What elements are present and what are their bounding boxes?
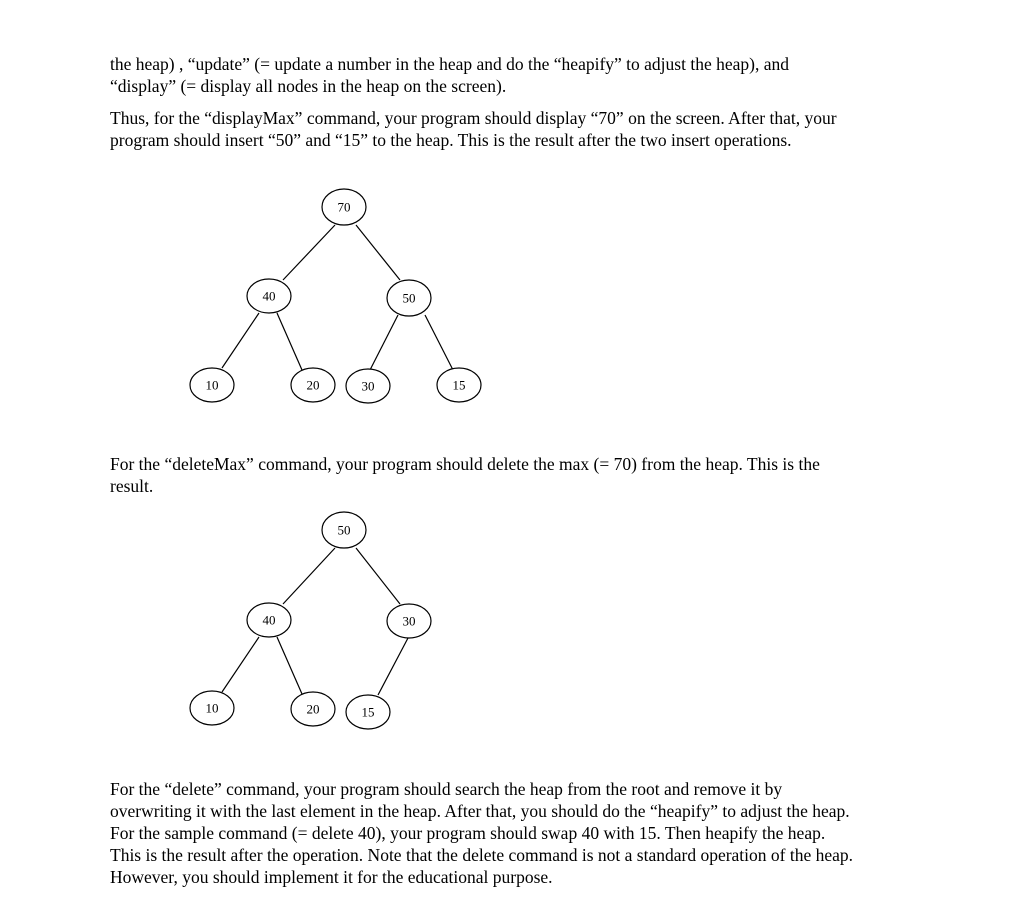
edge (277, 637, 302, 694)
heap-tree-after-insert (0, 185, 1024, 410)
edge (425, 315, 453, 370)
node-value: 30 (361, 378, 375, 394)
text-line: result. (110, 476, 154, 496)
heap-node-left-left (190, 368, 234, 402)
heap-tree-after-deletemax (0, 510, 1024, 735)
heap-node-left-right (291, 368, 335, 402)
node-value: 15 (361, 704, 375, 720)
text-line: However, you should implement it for the educational purpose. (110, 867, 553, 887)
edge (222, 313, 259, 368)
node-value: 20 (306, 377, 320, 393)
node-value: 20 (306, 701, 320, 717)
node-value: 50 (337, 522, 351, 538)
node-value: 50 (402, 290, 416, 306)
paragraph-deletemax (110, 453, 820, 497)
edge (356, 225, 400, 280)
paragraph-delete (110, 778, 853, 888)
text-line: For the “delete” command, your program should search the heap from the root and remove it by (110, 779, 783, 799)
text-line: program should insert “50” and “15” to the heap. This is the result after the two insert operations. (110, 130, 792, 150)
text-line: “display” (= display all nodes in the heap on the screen). (110, 76, 507, 96)
node-value: 10 (205, 377, 219, 393)
text-line: the heap) , “update” (= update a number in the heap and do the “heapify” to adjust the heap), and (110, 54, 789, 74)
paragraph-displaymax (110, 107, 837, 151)
node-value: 15 (452, 377, 466, 393)
heap-node-root (322, 512, 366, 548)
node-value: 30 (402, 613, 416, 629)
edge (277, 313, 302, 370)
edge (378, 638, 408, 695)
edge (283, 225, 335, 280)
node-value: 10 (205, 700, 219, 716)
edge (222, 637, 259, 692)
heap-node-left-right (291, 692, 335, 726)
paragraph-commands-continued (110, 53, 789, 97)
text-line: overwriting it with the last element in the heap. After that, you should do the “heapify” to adjust the heap. (110, 801, 850, 821)
text-line: For the “deleteMax” command, your program should delete the max (= 70) from the heap. This is the (110, 454, 820, 474)
heap-node-right-left (346, 695, 390, 729)
node-value: 40 (262, 612, 276, 628)
heap-node-right (387, 604, 431, 638)
edge (356, 548, 400, 604)
text-line: This is the result after the operation. Note that the delete command is not a standard operation of the heap. (110, 845, 854, 865)
edge (370, 315, 398, 370)
heap-node-left (247, 279, 291, 313)
text-line: For the sample command (= delete 40), your program should swap 40 with 15. Then heapify the heap. (110, 823, 826, 843)
heap-node-left-left (190, 691, 234, 725)
heap-node-root (322, 189, 366, 225)
text-line: Thus, for the “displayMax” command, your program should display “70” on the screen. After that, your (110, 108, 837, 128)
heap-node-left (247, 603, 291, 637)
heap-node-right-left (346, 369, 390, 403)
heap-node-right-right (437, 368, 481, 402)
heap-node-right (387, 280, 431, 316)
node-value: 40 (262, 288, 276, 304)
edge (283, 548, 335, 604)
node-value: 70 (337, 199, 351, 215)
